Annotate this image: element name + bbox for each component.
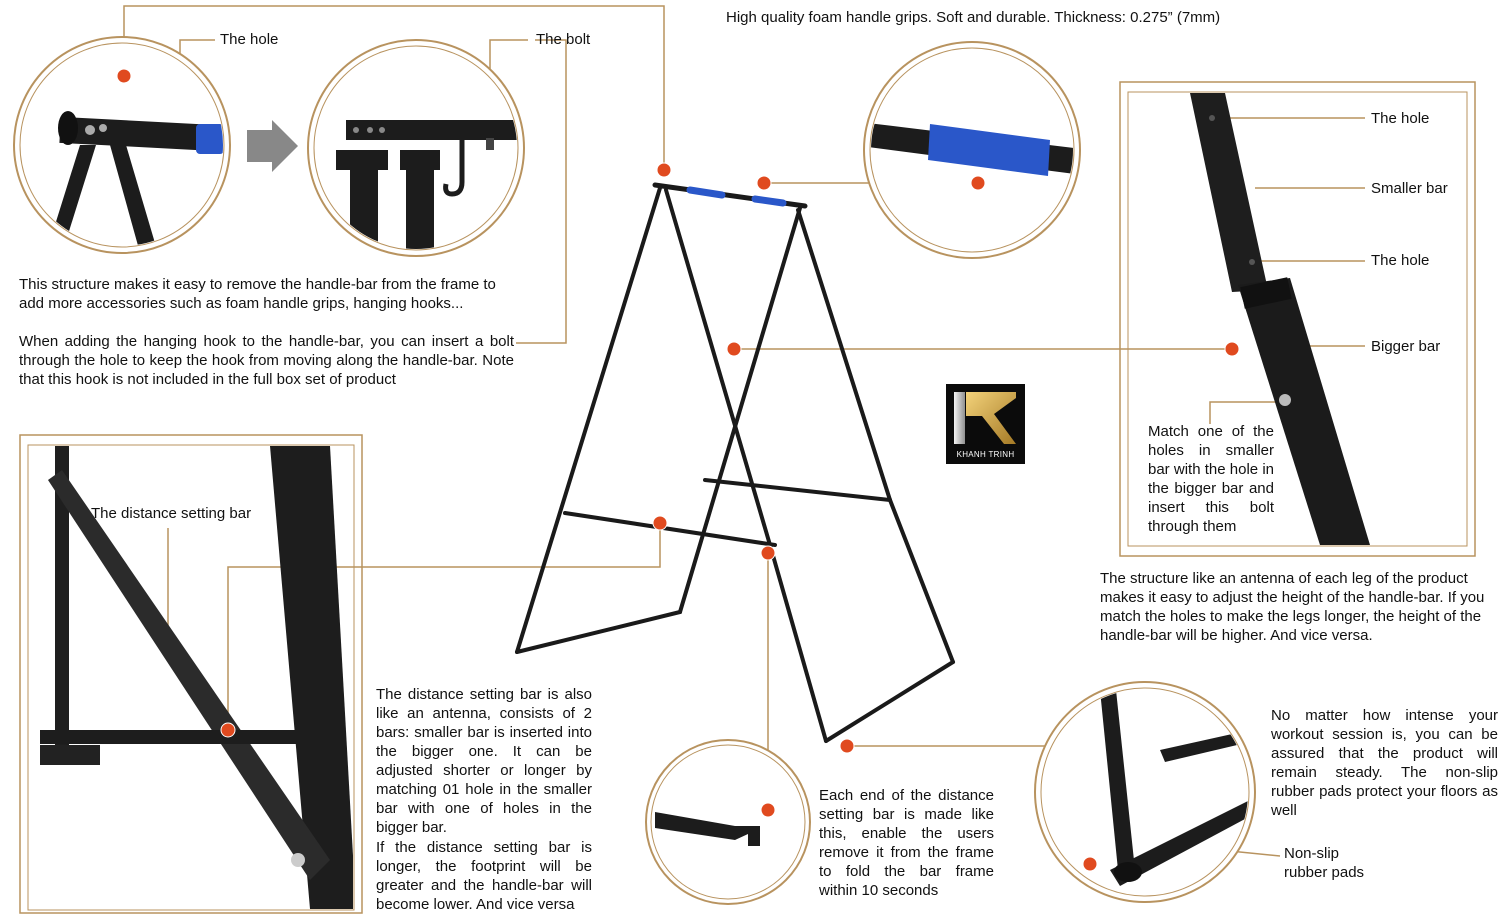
brand-name: KHANH TRINH xyxy=(956,450,1015,459)
distance-paragraph xyxy=(376,685,592,837)
label-hole-lower: The hole xyxy=(1371,252,1430,269)
distance-paragraph-2: If the distance setting bar is longer, the footprint will be greater and the handle-bar will become lower. And vice versa xyxy=(376,839,592,913)
label-distance-bar: The distance setting bar xyxy=(91,505,252,522)
label-the-bolt: The bolt xyxy=(536,31,591,48)
antenna-paragraph: The structure like an antenna of each leg of the product makes it easy to adjust the height of the handle-bar. If you match the holes to make the legs longer, the height of the handle-bar will be higher. And vice versa. xyxy=(1100,570,1485,644)
main-frame xyxy=(517,185,953,741)
hook-paragraph: When adding the hanging hook to the handle-bar, you can insert a bolt through the hole to keep the hook from moving along the handle-bar. Note that this hook is not included in the full box set of product xyxy=(19,333,514,388)
label-smaller-bar: Smaller bar xyxy=(1371,180,1448,197)
label-bigger-bar: Bigger bar xyxy=(1371,338,1441,355)
end-of-bar-paragraph: Each end of the distance setting bar is made like this, enable the users remove it from the frame to fold the bar frame within 10 seconds xyxy=(819,787,994,899)
foam-caption: High quality foam handle grips. Soft and durable. Thickness: 0.275” (7mm) xyxy=(726,9,1221,26)
distance-paragraph-part-1: The distance setting bar is also like an antenna, consists of 2 bars: smaller bar is inserted into the bigger one. It can be adjusted shorter or longer by matching 01 hole in the smaller bar with one of holes in the bigger bar. xyxy=(376,686,592,836)
circle-bolt xyxy=(308,40,526,258)
circle-foam-grip xyxy=(860,42,1090,258)
label-the-hole-top: The hole xyxy=(220,31,279,48)
circle-rubber-pads xyxy=(1035,682,1258,902)
circle-end-hook xyxy=(646,740,810,904)
label-hole-upper: The hole xyxy=(1371,110,1430,127)
match-holes-text: Match one of the holes in smaller bar with the hole in the bigger bar and insert this bolt through them xyxy=(1148,423,1274,535)
structure-paragraph: This structure makes it easy to remove the handle-bar from the frame to add more accessories such as foam handle grips, hanging hooks... xyxy=(19,276,496,312)
label-rubber-pads: Non-slip rubber pads xyxy=(1284,845,1365,881)
brand-logo xyxy=(946,384,1025,464)
arrow-right-icon xyxy=(247,120,298,172)
steady-paragraph: No matter how intense your workout session is, you can be assured that the product will remain steady. The non-slip rubber pads protect your floors as well xyxy=(1271,707,1498,819)
